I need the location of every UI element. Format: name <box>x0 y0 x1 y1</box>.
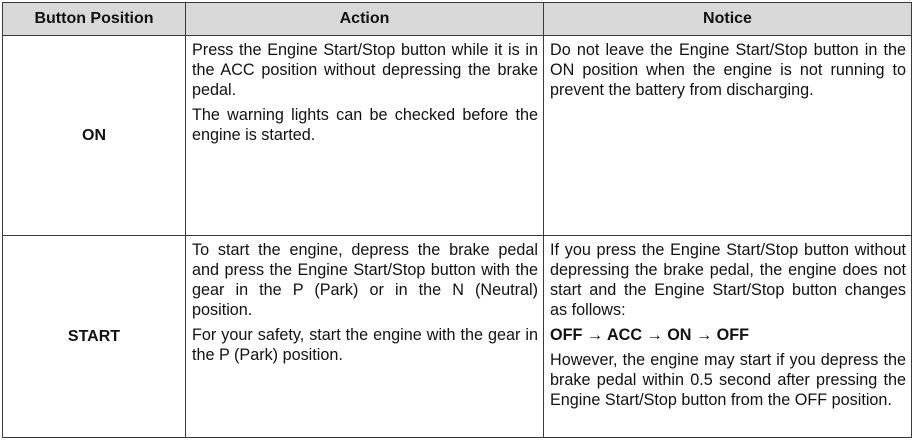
notice-paragraph: Do not leave the Engine Start/Stop button in the ON position when the engine is not running to prevent the battery from discharging. <box>550 41 906 99</box>
position-cell: START <box>3 236 186 438</box>
header-button-position: Button Position <box>3 3 186 36</box>
action-paragraph: To start the engine, depress the brake pedal and press the Engine Start/Stop button with the gear in the P (Park) or in the N (Neutral) position. <box>192 241 538 319</box>
action-paragraph: Press the Engine Start/Stop button while it is in the ACC position without depressing the brake pedal. <box>192 41 538 99</box>
header-row <box>3 3 912 36</box>
action-paragraph: For your safety, start the engine with the gear in the P (Park) position. <box>192 326 538 364</box>
header-notice: Notice <box>544 3 912 36</box>
engine-button-table <box>2 2 912 438</box>
notice-paragraph: However, the engine may start if you depress the brake pedal within 0.5 second after pressing the Engine Start/Stop button from the OFF position. <box>550 351 906 409</box>
action-cell <box>186 236 544 438</box>
notice-cell <box>544 36 912 236</box>
notice-cell <box>544 236 912 438</box>
table-row-start <box>3 236 912 438</box>
header-action: Action <box>186 3 544 36</box>
action-cell <box>186 36 544 236</box>
button-sequence: OFF → ACC → ON → OFF <box>550 326 750 344</box>
table-row-on <box>3 36 912 236</box>
action-paragraph: The warning lights can be checked before the engine is started. <box>192 106 538 144</box>
position-cell: ON <box>3 36 186 236</box>
notice-paragraph: If you press the Engine Start/Stop button without depressing the brake pedal, the engine does not start and the Engine Start/Stop button changes as follows: <box>550 241 906 319</box>
